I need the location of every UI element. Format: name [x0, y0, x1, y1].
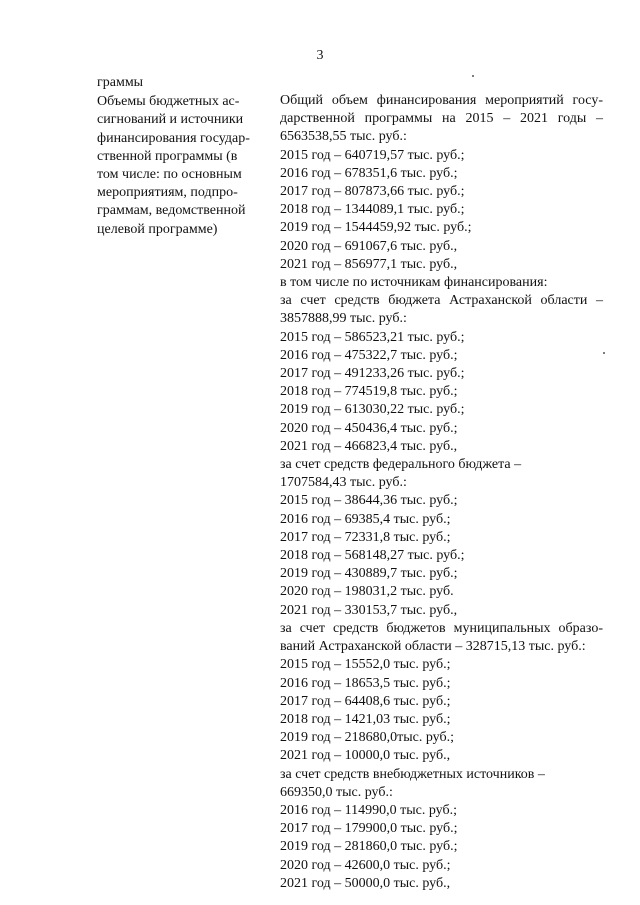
funding-line: 2021 год – 10000,0 тыс. руб., [280, 748, 451, 764]
funding-line: 2018 год – 1421,03 тыс. руб.; [280, 711, 451, 727]
funding-line: 2016 год – 69385,4 тыс. руб.; [280, 511, 451, 527]
funding-line: за счет средств внебюджетных источников – [280, 766, 545, 782]
funding-line: за счет средств федерального бюджета – [280, 457, 522, 473]
funding-line: 2020 год – 42600,0 тыс. руб.; [280, 857, 451, 873]
funding-line: 2017 год – 72331,8 тыс. руб.; [280, 529, 451, 545]
funding-line: 2016 год – 114990,0 тыс. руб.; [280, 802, 457, 818]
funding-line: 2019 год – 430889,7 тыс. руб.; [280, 566, 458, 582]
program-passport-label-column [97, 74, 269, 239]
funding-line: 2017 год – 64408,6 тыс. руб.; [280, 693, 451, 709]
funding-line: 2015 год – 586523,21 тыс. руб.; [280, 329, 465, 345]
label-line: Объемы бюджетных ас- [97, 94, 240, 110]
scan-speck [603, 352, 605, 354]
funding-line: 3857888,99 тыс. руб.: [280, 311, 407, 327]
funding-line: 2017 год – 179900,0 тыс. руб.; [280, 821, 458, 837]
funding-line: 2021 год – 856977,1 тыс. руб., [280, 256, 458, 272]
funding-line: за счет средств бюджета Астраханской области – [280, 293, 603, 309]
funding-line: 2018 год – 568148,27 тыс. руб.; [280, 548, 465, 564]
label-line: финансирования государ- [97, 130, 250, 146]
funding-line: 669350,0 тыс. руб.: [280, 784, 393, 800]
funding-line: 2020 год – 198031,2 тыс. руб. [280, 584, 454, 600]
funding-line: 6563538,55 тыс. руб.: [280, 129, 407, 145]
funding-line: 2019 год – 613030,22 тыс. руб.; [280, 402, 465, 418]
funding-line: 2016 год – 678351,6 тыс. руб.; [280, 165, 458, 181]
funding-line: 2015 год – 38644,36 тыс. руб.; [280, 493, 458, 509]
funding-line: дарственной программы на 2015 – 2021 годы – [280, 111, 603, 127]
funding-line: 2021 год – 466823,4 тыс. руб., [280, 438, 458, 454]
label-line: мероприятиям, подпро- [97, 185, 238, 201]
funding-details-column [280, 92, 603, 893]
label-line: сигнований и источники [97, 112, 244, 128]
funding-line: 2021 год – 330153,7 тыс. руб., [280, 602, 458, 618]
page-number: 3 [316, 48, 324, 63]
funding-line: Общий объем финансирования мероприятий госу- [280, 93, 603, 108]
funding-line: 2016 год – 475322,7 тыс. руб.; [280, 347, 458, 363]
funding-line: за счет средств бюджетов муниципальных образо- [280, 620, 603, 636]
funding-line: 2015 год – 640719,57 тыс. руб.; [280, 147, 465, 163]
funding-line: 2020 год – 691067,6 тыс. руб., [280, 238, 458, 254]
label-line: граммам, ведомственной [97, 203, 246, 219]
scan-speck [472, 75, 474, 77]
funding-line: 2019 год – 218680,0тыс. руб.; [280, 730, 454, 746]
label-line: том числе: по основным [97, 167, 242, 183]
funding-line: 2018 год – 774519,8 тыс. руб.; [280, 384, 458, 400]
funding-line: 2017 год – 807873,66 тыс. руб.; [280, 184, 465, 200]
funding-line: 2015 год – 15552,0 тыс. руб.; [280, 657, 451, 673]
continuation-text: граммы [97, 75, 144, 90]
funding-line: 2021 год – 50000,0 тыс. руб., [280, 875, 451, 891]
label-line: целевой программе) [97, 221, 218, 237]
funding-line: 2020 год – 450436,4 тыс. руб.; [280, 420, 458, 436]
funding-line: 1707584,43 тыс. руб.: [280, 475, 407, 491]
label-line: ственной программы (в [97, 148, 238, 164]
funding-line: 2019 год – 1544459,92 тыс. руб.; [280, 220, 472, 236]
funding-line: 2019 год – 281860,0 тыс. руб.; [280, 839, 458, 855]
funding-line: ваний Астраханской области – 328715,13 тыс. руб.: [280, 639, 586, 655]
funding-line: 2016 год – 18653,5 тыс. руб.; [280, 675, 451, 691]
funding-line: 2018 год – 1344089,1 тыс. руб.; [280, 202, 465, 218]
funding-line: в том числе по источникам финансирования: [280, 275, 548, 291]
funding-line: 2017 год – 491233,26 тыс. руб.; [280, 366, 465, 382]
